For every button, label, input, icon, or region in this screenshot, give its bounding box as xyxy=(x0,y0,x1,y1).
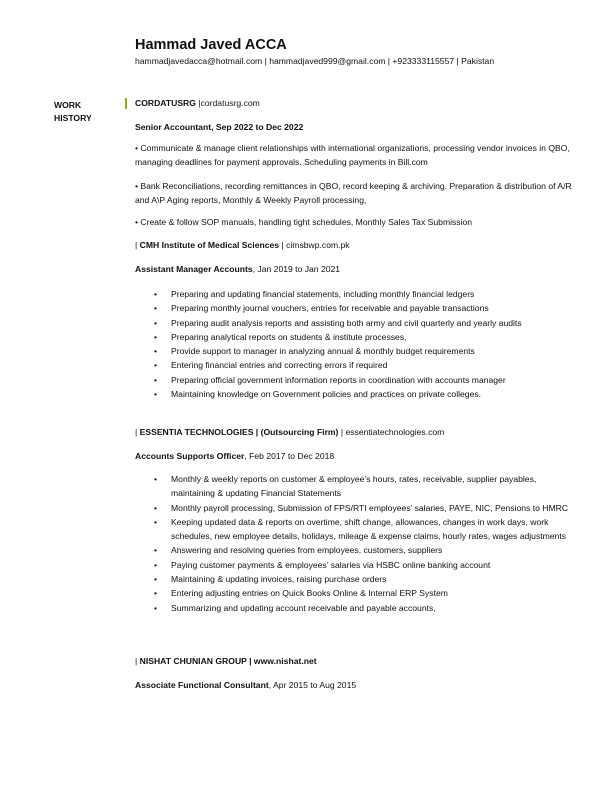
company-name: CORDATUSRG xyxy=(135,98,196,108)
list-item: • Monthly payroll processing, Submission of FPS/RTI employees’ salaries, PAYE, NIC, Pensions to HMRC xyxy=(154,502,569,513)
list-item: • Entering adjusting entries on Quick Books Online & Internal ERP System xyxy=(154,588,448,599)
section-label-line: HISTORY xyxy=(54,113,92,123)
list-item: • Keeping updated data & reports on overtime, shift change, allowances, changes in work days, work schedules, new employee details, holidays, mileage & expense claims, hourly rates, wages adjustments xyxy=(154,516,567,542)
job-bullets xyxy=(135,287,575,401)
company-website: | essentiatechnologies.com xyxy=(338,427,445,437)
company-name: ESSENTIA TECHNOLOGIES | (Outsourcing Firm) xyxy=(139,427,339,437)
list-item: • Monthly & weekly reports on customer & employee’s hours, rates, receivable, supplier payables, maintaining & updating Financial Statements xyxy=(154,474,537,499)
company-name: CMH Institute of Medical Sciences xyxy=(139,240,280,250)
company-header xyxy=(135,426,444,440)
job-paragraph: • Bank Reconciliations, recording remittances in QBO, record keeping & archiving. Preparation & distribution of A/R and A\P Aging reports, Monthly & Weekly Payroll processing, xyxy=(135,181,572,205)
list-item: • Provide support to manager in analyzing annual & monthly budget requirements xyxy=(154,346,475,357)
list-item: • Preparing analytical reports on students & institute processes, xyxy=(154,331,407,342)
list-item: • Preparing and updating financial statements, including monthly financial ledgers xyxy=(154,289,475,299)
separator: | xyxy=(135,656,140,666)
job-title-line xyxy=(135,679,356,693)
company-website: | cimsbwp.com.pk xyxy=(279,240,350,250)
list-item: • Preparing audit analysis reports and assisting both army and civil quarterly and yearly audits xyxy=(154,317,522,328)
company-header xyxy=(135,97,260,111)
company-website: |cordatusrg.com xyxy=(198,98,260,108)
separator: | xyxy=(135,240,140,250)
job-paragraph: • Create & follow SOP manuals, handling tight schedules, Monthly Sales Tax Submission xyxy=(135,217,473,227)
candidate-name: Hammad Javed ACCA xyxy=(135,37,287,53)
accent-bar xyxy=(125,98,127,109)
section-label-line: WORK xyxy=(54,100,82,110)
list-item: • Summarizing and updating account receivable and payable accounts, xyxy=(154,602,436,613)
list-item: • Preparing official government information reports in coordination with accounts manager xyxy=(154,374,506,385)
job-dates: , Feb 2017 to Dec 2018 xyxy=(244,451,335,461)
company-name: NISHAT CHUNIAN GROUP | www.nishat.net xyxy=(139,656,317,666)
job-title: Accounts Supports Officer xyxy=(135,451,245,461)
separator: | xyxy=(135,427,140,437)
company-header xyxy=(135,239,350,253)
job-paragraph: • Communicate & manage client relationships with international organizations, processing vendor invoices in QBO, managing deadlines for payment approvals. Scheduling payments in Bill.com xyxy=(135,143,570,167)
company-header xyxy=(135,655,317,669)
job-title-line xyxy=(135,263,340,277)
list-item: • Answering and resolving queries from employees, customers, suppliers xyxy=(154,545,443,556)
job-title: Senior Accountant, Sep 2022 to Dec 2022 xyxy=(135,122,304,132)
job-title-line xyxy=(135,450,334,464)
job-title: Assistant Manager Accounts xyxy=(135,264,253,274)
list-item: • Maintaining knowledge on Government policies and practices on private colleges. xyxy=(154,389,482,400)
job-bullets xyxy=(135,472,575,615)
job-title: Associate Functional Consultant xyxy=(135,680,269,690)
job-dates: , Jan 2019 to Jan 2021 xyxy=(252,264,341,274)
section-label-work-history xyxy=(54,99,92,125)
list-item: • Paying customer payments & employees’ salaries via HSBC online banking account xyxy=(154,559,491,570)
list-item: • Entering financial entries and correcting errors if required xyxy=(154,360,388,371)
job-dates: , Apr 2015 to Aug 2015 xyxy=(268,680,357,690)
list-item: • Maintaining & updating invoices, raising purchase orders xyxy=(154,574,387,585)
list-item: • Preparing monthly journal vouchers, entries for receivable and payable transactions xyxy=(154,303,489,314)
contact-info: hammadjavedacca@hotmail.com | hammadjaved999@gmail.com | +923333115557 | Pakistan xyxy=(135,56,495,66)
